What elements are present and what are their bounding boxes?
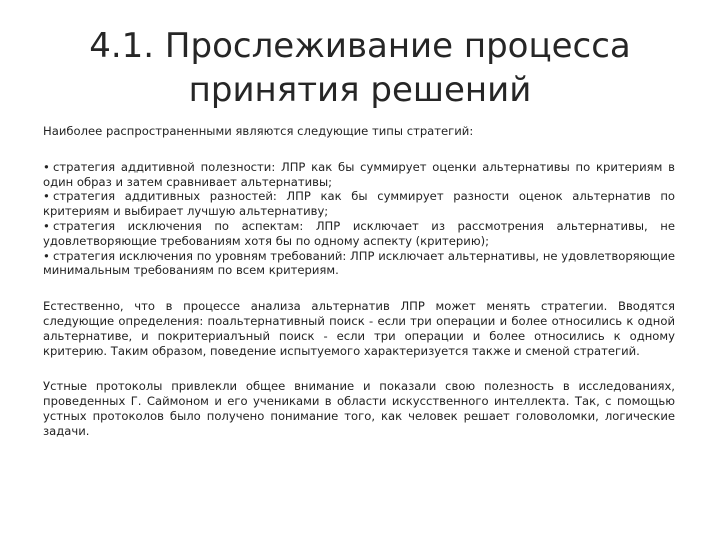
bullet-icon: • (43, 159, 50, 174)
list-item-text: стратегия исключения по уровням требований: ЛПР исключает альтернативы, не удовлетворяющие минимальным требованиям по всем критериям. (43, 248, 675, 278)
intro-text: Наиболее распространенными являются следующие типы стратегий: (43, 124, 474, 138)
list-item (43, 160, 675, 190)
list-item (43, 249, 675, 279)
list-item-text: стратегия исключения по аспектам: ЛПР исключает из рассмотрения альтернативы, не удовлетворяющие требованиям хотя бы по одному аспекту (критерию); (43, 218, 675, 248)
list-item-text: стратегия аддитивной полезности: ЛПР как бы суммирует оценки альтернативы по критериям в один образ и затем сравнивает альтернативы; (43, 159, 675, 189)
list-item-text: стратегия аддитивных разностей: ЛПР как бы суммирует разности оценок альтернатив по критериям и выбирает лучшую альтернативу; (43, 189, 675, 219)
bullet-icon: • (43, 218, 50, 233)
list-item (43, 219, 675, 249)
title-line-1: 4.1. Прослеживание процесса (89, 26, 631, 66)
paragraph-strategy-change: Естественно, что в процессе анализа альтернатив ЛПР может менять стратегии. Вводятся следующие определения: поальтернативный поиск - если три операции и более относились к одной альтернативе, и покритериалъный поиск - если три операции и более относились к одному критерию. Таким образом, поведение испытуемого характеризуется также и сменой стратегий. (43, 299, 675, 358)
title-line-2: принятия решений (188, 70, 532, 110)
strategy-list (43, 160, 675, 278)
list-item (43, 189, 675, 219)
slide-body (43, 124, 675, 439)
paragraph-verbal-protocols: Устные протоколы привлекли общее внимание и показали свою полезность в исследованиях, проведенных Г. Саймоном и его учениками в области искусственного интеллекта. Так, с помощью устных протоколов было получено понимание того, как человек решает головоломки, логические задачи. (43, 379, 675, 438)
slide-title (40, 24, 680, 112)
bullet-icon: • (43, 248, 50, 263)
bullet-icon: • (43, 189, 50, 204)
